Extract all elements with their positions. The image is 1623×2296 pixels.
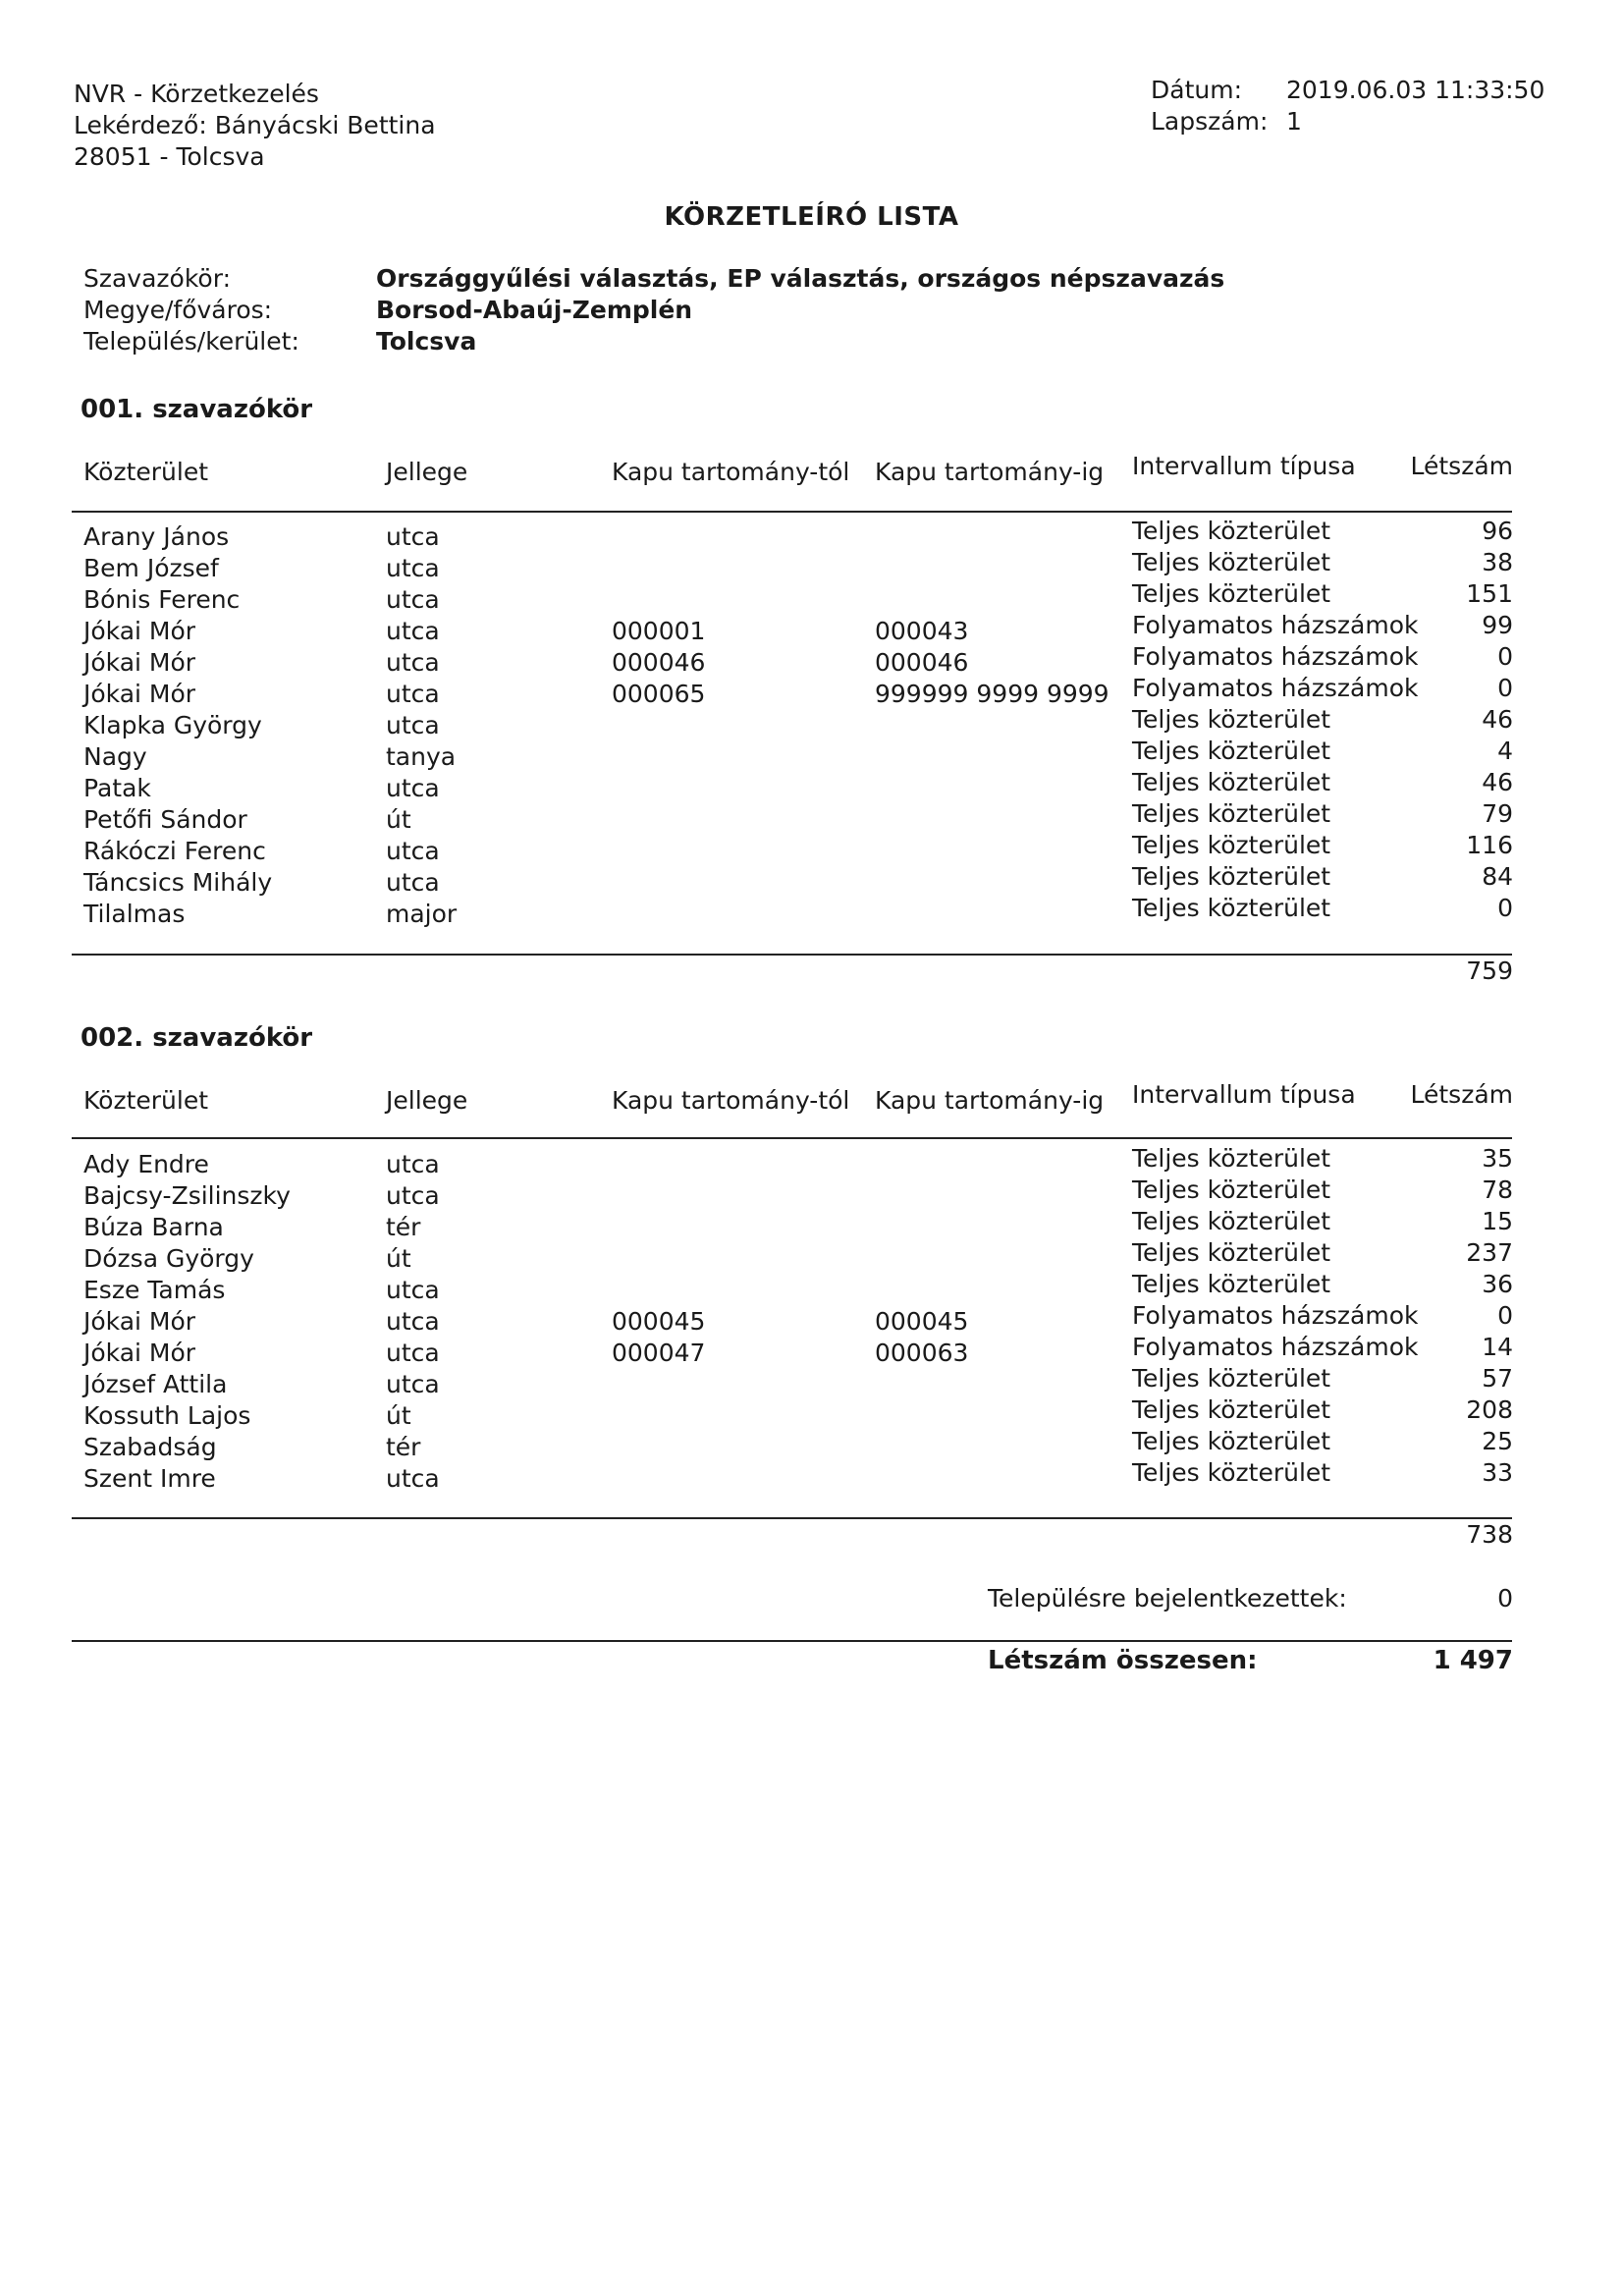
date-value: 2019.06.03 11:33:50 [1286, 76, 1545, 104]
cell-count: 208 [1466, 1395, 1513, 1424]
cell-count: 0 [1497, 674, 1513, 702]
cell-type: tanya [386, 742, 457, 771]
divider [72, 954, 1512, 956]
precinct-subtotal: 759 [1466, 957, 1513, 985]
cell-street: Patak [83, 774, 151, 802]
table-header [83, 1080, 1513, 1125]
col-type-header: Jellege [386, 458, 468, 486]
cell-street: Szent Imre [83, 1464, 216, 1493]
table-header [83, 452, 1513, 497]
meta-settlement-value: Tolcsva [376, 327, 477, 355]
cell-to: 000045 [875, 1307, 969, 1336]
divider [72, 1137, 1512, 1139]
cell-count: 0 [1497, 1301, 1513, 1330]
meta-county-value: Borsod-Abaúj-Zemplén [376, 296, 693, 324]
cell-count: 46 [1482, 768, 1513, 796]
meta-county [83, 295, 1224, 326]
cell-interval: Teljes közterület [1132, 548, 1331, 576]
cell-from: 000045 [612, 1307, 706, 1336]
meta-county-label: Megye/főváros: [83, 296, 273, 324]
col-street-header: Közterület [83, 1086, 209, 1115]
cell-street: Dózsa György [83, 1244, 254, 1273]
cell-count: 84 [1482, 862, 1513, 891]
cell-type: utca [386, 522, 440, 551]
cell-interval: Teljes közterület [1132, 1144, 1331, 1173]
cell-interval: Teljes közterület [1132, 831, 1331, 859]
cell-street: Bajcsy-Zsilinszky [83, 1181, 291, 1210]
cell-type: utca [386, 1181, 440, 1210]
cell-street: József Attila [83, 1370, 228, 1398]
cell-count: 57 [1482, 1364, 1513, 1393]
date-row [1151, 75, 1544, 106]
cell-type: utca [386, 711, 440, 739]
col-interval-header: Intervallum típusa [1132, 452, 1356, 480]
col-to-header: Kapu tartomány-ig [875, 458, 1105, 486]
cell-street: Búza Barna [83, 1213, 224, 1241]
cell-street: Klapka György [83, 711, 262, 739]
cell-count: 14 [1482, 1333, 1513, 1361]
meta-precinct-label: Szavazókör: [83, 264, 231, 293]
cell-interval: Teljes közterület [1132, 1238, 1331, 1267]
cell-street: Bem József [83, 554, 219, 582]
meta-precinct [83, 263, 1224, 295]
col-street-header: Közterület [83, 458, 209, 486]
cell-interval: Teljes közterület [1132, 862, 1331, 891]
cell-type: utca [386, 617, 440, 645]
cell-count: 99 [1482, 611, 1513, 639]
col-type-header: Jellege [386, 1086, 468, 1115]
cell-count: 79 [1482, 799, 1513, 828]
cell-count: 25 [1482, 1427, 1513, 1455]
cell-type: utca [386, 1276, 440, 1304]
cell-type: tér [386, 1433, 421, 1461]
total-value: 1 497 [1433, 1646, 1513, 1675]
divider [72, 1517, 1512, 1519]
col-from-header: Kapu tartomány-tól [612, 1086, 850, 1115]
cell-count: 36 [1482, 1270, 1513, 1298]
cell-type: utca [386, 1370, 440, 1398]
system-name: NVR - Körzetkezelés [74, 80, 319, 108]
cell-interval: Teljes közterület [1132, 1207, 1331, 1235]
cell-type: tér [386, 1213, 421, 1241]
cell-type: út [386, 1401, 411, 1430]
cell-street: Szabadság [83, 1433, 217, 1461]
cell-street: Esze Tamás [83, 1276, 226, 1304]
col-to-header: Kapu tartomány-ig [875, 1086, 1105, 1115]
cell-interval: Teljes közterület [1132, 579, 1331, 608]
cell-street: Arany János [83, 522, 230, 551]
cell-interval: Teljes közterület [1132, 705, 1331, 734]
cell-street: Rákóczi Ferenc [83, 837, 266, 865]
cell-interval: Teljes közterület [1132, 1175, 1331, 1204]
cell-from: 000046 [612, 648, 706, 677]
meta-block [83, 263, 1224, 357]
cell-type: utca [386, 1307, 440, 1336]
col-count-header: Létszám [1410, 452, 1513, 480]
cell-street: Jókai Mór [83, 648, 196, 677]
cell-interval: Teljes közterület [1132, 1270, 1331, 1298]
col-interval-header: Intervallum típusa [1132, 1080, 1356, 1109]
cell-street: Nagy [83, 742, 147, 771]
cell-street: Jókai Mór [83, 680, 196, 708]
cell-type: utca [386, 554, 440, 582]
cell-count: 0 [1497, 642, 1513, 671]
cell-street: Tilalmas [83, 900, 186, 928]
cell-count: 46 [1482, 705, 1513, 734]
cell-count: 15 [1482, 1207, 1513, 1235]
cell-type: utca [386, 1464, 440, 1493]
meta-precinct-value: Országgyűlési választás, EP választás, országos népszavazás [376, 264, 1225, 293]
cell-interval: Teljes közterület [1132, 737, 1331, 765]
cell-interval: Teljes közterület [1132, 768, 1331, 796]
cell-interval: Folyamatos házszámok [1132, 642, 1419, 671]
page-label: Lapszám: [1151, 107, 1269, 136]
settlement-code: 28051 - Tolcsva [74, 142, 265, 171]
cell-count: 151 [1466, 579, 1513, 608]
cell-type: utca [386, 774, 440, 802]
cell-type: utca [386, 648, 440, 677]
cell-to: 000046 [875, 648, 969, 677]
cell-count: 116 [1466, 831, 1513, 859]
table-row [83, 1458, 1513, 1495]
page-row [1151, 106, 1544, 137]
cell-from: 000001 [612, 617, 706, 645]
date-label: Dátum: [1151, 76, 1242, 104]
header-right [1151, 75, 1544, 137]
precinct-title: 001. szavazókör [81, 395, 313, 424]
precinct-subtotal: 738 [1466, 1520, 1513, 1549]
cell-street: Jókai Mór [83, 1307, 196, 1336]
cell-count: 38 [1482, 548, 1513, 576]
precinct-rows [83, 1144, 1513, 1495]
cell-type: utca [386, 837, 440, 865]
precinct-title: 002. szavazókör [81, 1023, 313, 1053]
cell-street: Bónis Ferenc [83, 585, 241, 614]
cell-type: major [386, 900, 458, 928]
cell-from: 000047 [612, 1339, 706, 1367]
cell-type: utca [386, 1339, 440, 1367]
cell-type: utca [386, 680, 440, 708]
requester: Lekérdező: Bányácski Bettina [74, 111, 436, 139]
cell-interval: Folyamatos házszámok [1132, 1301, 1419, 1330]
cell-type: utca [386, 1150, 440, 1178]
cell-street: Petőfi Sándor [83, 805, 247, 834]
cell-interval: Teljes közterület [1132, 799, 1331, 828]
col-count-header: Létszám [1410, 1080, 1513, 1109]
cell-interval: Folyamatos házszámok [1132, 1333, 1419, 1361]
cell-to: 000063 [875, 1339, 969, 1367]
registered-label: Településre bejelentkezettek: [988, 1584, 1347, 1613]
cell-count: 78 [1482, 1175, 1513, 1204]
registered-value: 0 [1497, 1584, 1513, 1613]
cell-type: utca [386, 585, 440, 614]
cell-street: Táncsics Mihály [83, 868, 273, 897]
cell-type: út [386, 805, 411, 834]
cell-interval: Folyamatos házszámok [1132, 611, 1419, 639]
table-row [83, 894, 1513, 930]
cell-count: 35 [1482, 1144, 1513, 1173]
cell-count: 33 [1482, 1458, 1513, 1487]
cell-count: 4 [1497, 737, 1513, 765]
cell-interval: Folyamatos házszámok [1132, 674, 1419, 702]
cell-interval: Teljes közterület [1132, 894, 1331, 922]
meta-settlement [83, 326, 1224, 357]
divider [72, 511, 1512, 513]
cell-interval: Teljes közterület [1132, 517, 1331, 545]
cell-street: Kossuth Lajos [83, 1401, 251, 1430]
cell-count: 0 [1497, 894, 1513, 922]
cell-interval: Teljes közterület [1132, 1427, 1331, 1455]
header-left [74, 79, 436, 173]
total-label: Létszám összesen: [988, 1646, 1258, 1675]
cell-street: Jókai Mór [83, 617, 196, 645]
page-value: 1 [1286, 107, 1302, 136]
cell-count: 96 [1482, 517, 1513, 545]
cell-interval: Teljes közterület [1132, 1458, 1331, 1487]
col-from-header: Kapu tartomány-tól [612, 458, 850, 486]
divider [72, 1640, 1512, 1642]
cell-street: Ady Endre [83, 1150, 209, 1178]
cell-to: 000043 [875, 617, 969, 645]
cell-street: Jókai Mór [83, 1339, 196, 1367]
cell-to: 999999 9999 9999 [875, 680, 1109, 708]
cell-type: utca [386, 868, 440, 897]
document-title: KÖRZETLEÍRÓ LISTA [664, 202, 959, 232]
cell-interval: Teljes közterület [1132, 1364, 1331, 1393]
meta-settlement-label: Település/kerület: [83, 327, 299, 355]
cell-type: út [386, 1244, 411, 1273]
cell-interval: Teljes közterület [1132, 1395, 1331, 1424]
precinct-rows [83, 517, 1513, 930]
cell-from: 000065 [612, 680, 706, 708]
cell-count: 237 [1466, 1238, 1513, 1267]
